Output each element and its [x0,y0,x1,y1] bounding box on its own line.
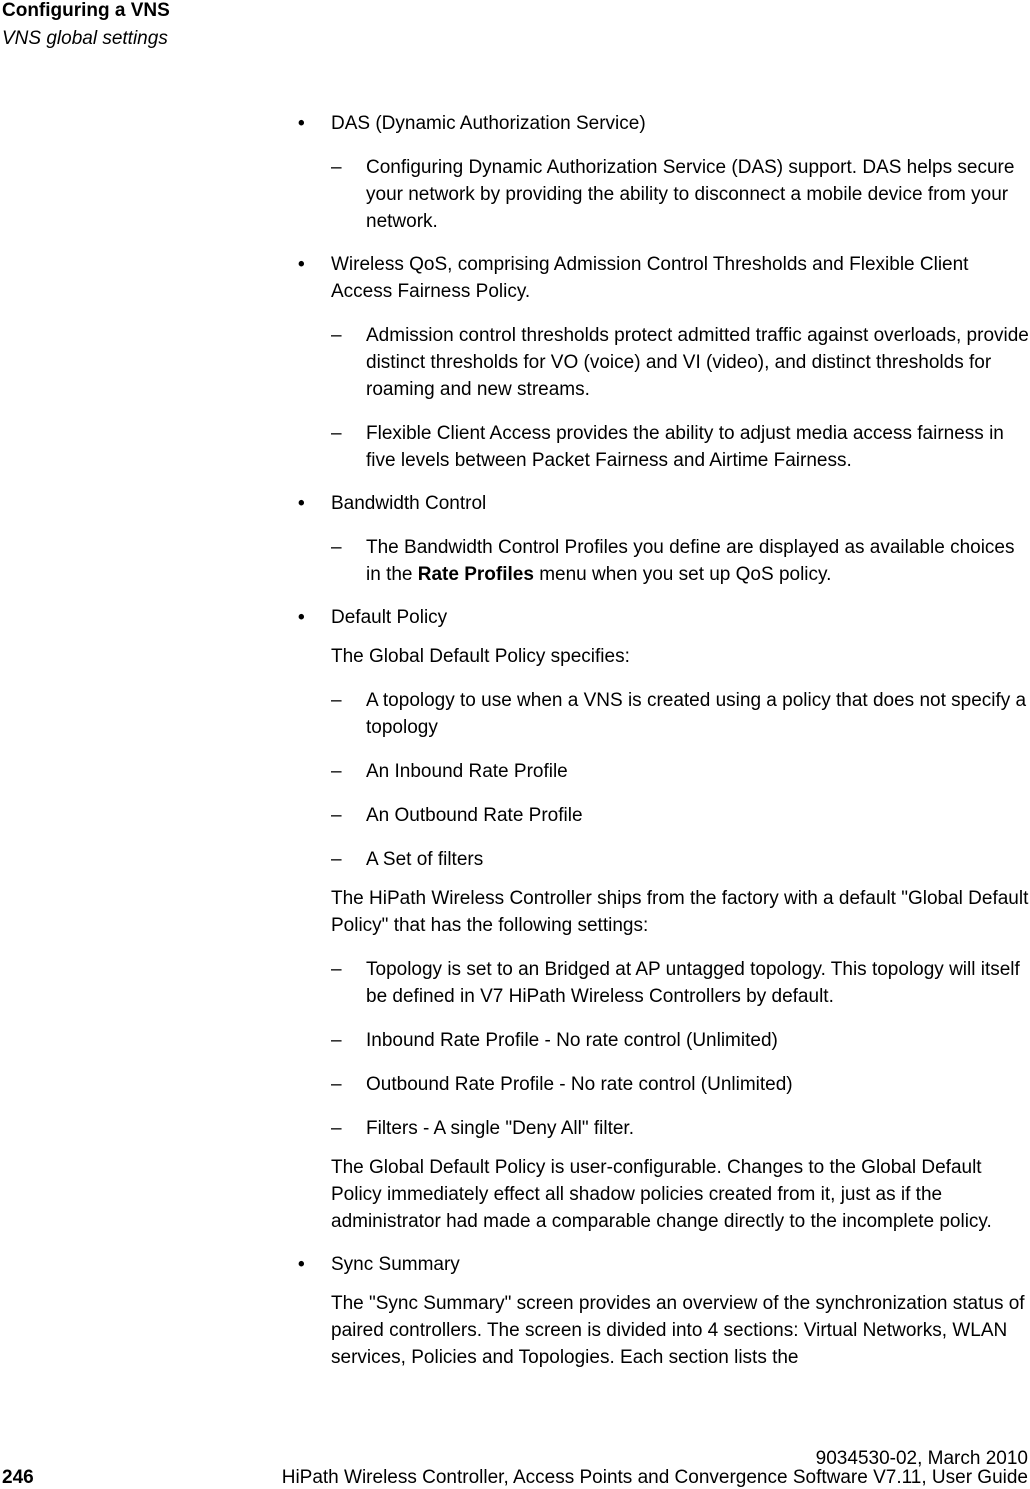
dash-mark: – [331,1030,342,1051]
chapter-title: Configuring a VNS [2,0,170,21]
dash-text: Configuring Dynamic Authorization Service (DAS) support. DAS helps secure your network by providing the ability to disconnect a mobile device from your network. [366,157,1015,232]
dash-item [0,1071,1030,1098]
dash-mark: – [331,423,342,444]
bullet-text: DAS (Dynamic Authorization Service) [331,113,646,134]
dash-text: Inbound Rate Profile - No rate control (Unlimited) [366,1030,778,1051]
dash-mark: – [331,849,342,870]
dash-text: A Set of filters [366,849,484,870]
rate-profiles-term: Rate Profiles [417,564,534,585]
dash-text: Admission control thresholds protect admitted traffic against overloads, provide distinct thresholds for VO (voice) and VI (video), and distinct thresholds for roaming and new streams. [366,325,1029,400]
dash-text: A topology to use when a VNS is created using a policy that does not specify a topology [366,690,1027,738]
bullet-mark: • [298,1254,305,1275]
doc-id: 9034530-02, March 2010 [815,1448,1028,1469]
dash-mark: – [331,761,342,782]
dash-mark: – [331,537,342,558]
dash-item [0,1027,1030,1054]
dash-item [0,1115,1030,1142]
dash-item [0,956,1030,1010]
dash-item [0,322,1030,403]
bullet-default-policy [0,604,1030,631]
bullet-mark: • [298,254,305,275]
bullet-text: Bandwidth Control [331,493,487,514]
bullet-mark: • [298,113,305,134]
page-number: 246 [2,1467,34,1488]
bullet-das [0,110,1030,137]
dash-text: Filters - A single "Deny All" filter. [366,1118,634,1139]
dash-item [0,802,1030,829]
dash-text-pre: The Bandwidth Control Profiles you define are displayed as available choices in the [366,537,1015,585]
bullet-bandwidth-control [0,490,1030,517]
bullet-text: Default Policy [331,607,448,628]
paragraph: The Global Default Policy is user-configurable. Changes to the Global Default Policy immediately effect all shadow policies created from it, just as if the administrator had made a comparable change directly to the incomplete policy. [331,1157,992,1232]
bullet-mark: • [298,607,305,628]
dash-text-post: menu when you set up QoS policy. [533,564,832,585]
dash-mark: – [331,1074,342,1095]
page-body [0,110,1030,1371]
paragraph: The "Sync Summary" screen provides an overview of the synchronization status of paired controllers. The screen is divided into 4 sections: Virtual Networks, WLAN services, Policies and Topologies. Each section lists the [331,1293,1025,1368]
dash-text [366,537,1015,585]
dash-text: An Inbound Rate Profile [366,761,568,782]
dash-mark: – [331,157,342,178]
dash-item [0,534,1030,588]
dash-mark: – [331,690,342,711]
dash-item [0,687,1030,741]
bullet-mark: • [298,493,305,514]
bullet-wireless-qos [0,251,1030,305]
dash-item [0,420,1030,474]
dash-text: Outbound Rate Profile - No rate control (Unlimited) [366,1074,793,1095]
dash-text: Topology is set to an Bridged at AP untagged topology. This topology will itself be defined in V7 HiPath Wireless Controllers by default. [366,959,1020,1007]
dash-mark: – [331,325,342,346]
dash-item [0,846,1030,873]
dash-text: Flexible Client Access provides the ability to adjust media access fairness in five levels between Packet Fairness and Airtime Fairness. [366,423,1004,471]
bullet-sync-summary [0,1251,1030,1278]
dash-item [0,758,1030,785]
dash-mark: – [331,1118,342,1139]
dash-text: An Outbound Rate Profile [366,805,583,826]
dash-mark: – [331,805,342,826]
section-subtitle: VNS global settings [2,28,168,49]
guide-title: HiPath Wireless Controller, Access Points and Convergence Software V7.11, User Guide [281,1467,1028,1488]
bullet-text: Wireless QoS, comprising Admission Control Thresholds and Flexible Client Access Fairness Policy. [331,254,969,302]
paragraph: The HiPath Wireless Controller ships from the factory with a default "Global Default Policy" that has the following settings: [331,888,1029,936]
dash-mark: – [331,959,342,980]
bullet-text: Sync Summary [331,1254,460,1275]
dash-item [0,154,1030,235]
paragraph: The Global Default Policy specifies: [331,646,630,667]
